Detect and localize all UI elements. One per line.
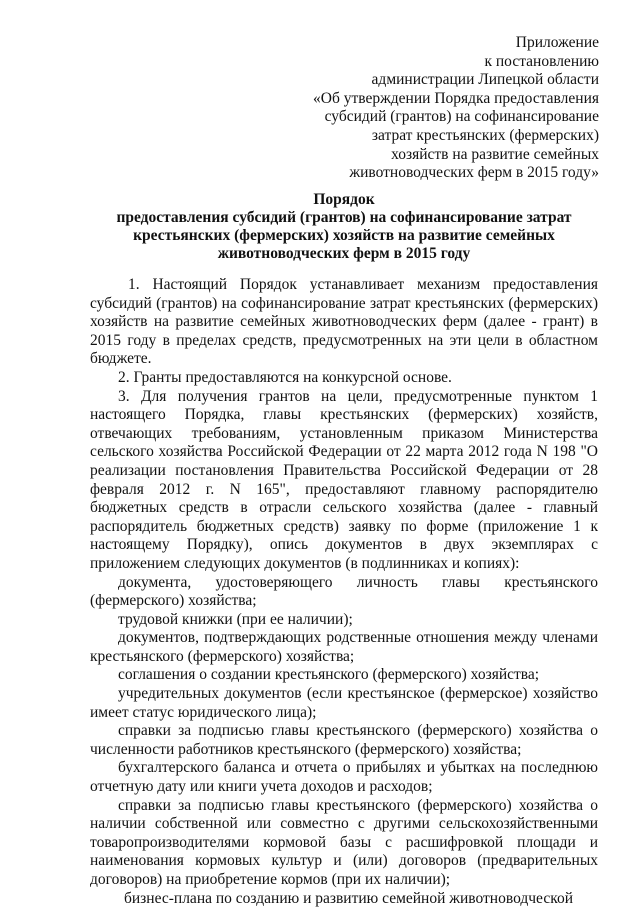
list-item-identity-document: документа, удостоверяющего личность главы крестьянского (фермерского) хозяйства;: [90, 573, 598, 610]
list-item-creation-agreement: соглашения о создании крестьянского (фермерского) хозяйства;: [118, 666, 540, 684]
paragraph-2: 2. Гранты предоставляются на конкурсной основе.: [118, 368, 452, 386]
appendix-line: затрат крестьянских (фермерских): [371, 126, 599, 144]
list-item-staff-certificate: справки за подписью главы крестьянского (фермерского) хозяйства о численности работников крестьянского (фермерского) хозяйства;: [90, 722, 598, 758]
appendix-line: «Об утверждении Порядка предоставления: [313, 89, 599, 107]
title-line: животноводческих ферм в 2015 году: [217, 245, 471, 262]
appendix-line: Приложение: [515, 34, 599, 51]
appendix-line: животноводческих ферм в 2015 году»: [349, 164, 599, 182]
appendix-line: субсидий (грантов) на софинансирование: [324, 108, 599, 126]
list-item-business-plan: бизнес-плана по созданию и развитию семейной животноводческой: [124, 889, 573, 907]
appendix-header: [269, 34, 599, 183]
document-title: [90, 191, 598, 263]
list-item-work-book: трудовой книжки (при ее наличии);: [118, 610, 353, 628]
appendix-line: к постановлению: [484, 52, 599, 70]
list-item-feed-base-certificate: справки за подписью главы крестьянского (фермерского) хозяйства о наличии собственной или совместно с другими сельскохозяйственными товаропроизводителями кормовой базы с расшифровкой площади и наименования кормовых культур и (или) договоров (предварительных договоров) на приобретение кормов (при их наличии);: [90, 796, 598, 888]
appendix-line: администрации Липецкой области: [371, 71, 599, 89]
paragraph-3: 3. Для получения грантов на цели, предусмотренные пунктом 1 настоящего Порядка, главы крестьянских (фермерских) хозяйств, отвечающих требованиям, установленным приказом Министерства сельского хозяйства Российской Федерации от 22 марта 2012 года N 198 "О реализации постановления Правительства Российской Федерации от 28 февраля 2012 г. N 165", предоставляют главному распорядителю бюджетных средств в отрасли сельского хозяйства (далее - главный распорядитель бюджетных средств) заявку по форме (приложение 1 к настоящему Порядку), опись документов в двух экземплярах с приложением следующих документов (в подлинниках и копиях):: [90, 387, 598, 572]
list-item-kinship-documents: документов, подтверждающих родственные отношения между членами крестьянского (фермерского) хозяйства;: [90, 629, 598, 665]
paragraph-1: 1. Настоящий Порядок устанавливает механизм предоставления субсидий (грантов) на софинансирование затрат крестьянских (фермерских) хозяйств на развитие семейных животноводческих ферм (далее - грант) в 2015 году в пределах средств, предусмотренных на эти цели в областном бюджете.: [90, 276, 598, 368]
title-line: Порядок: [313, 191, 375, 208]
title-line: предоставления субсидий (грантов) на софинансирование затрат: [116, 209, 572, 226]
list-item-founding-documents: учредительных документов (если крестьянское (фермерское) хозяйство имеет статус юридического лица);: [90, 685, 598, 721]
list-item-balance-sheet: бухгалтерского баланса и отчета о прибылях и убытках на последнюю отчетную дату или книги учета доходов и расходов;: [90, 759, 598, 796]
document-body: [90, 276, 598, 908]
appendix-line: хозяйств на развитие семейных: [391, 145, 599, 163]
title-line: крестьянских (фермерских) хозяйств на развитие семейных: [133, 227, 555, 244]
